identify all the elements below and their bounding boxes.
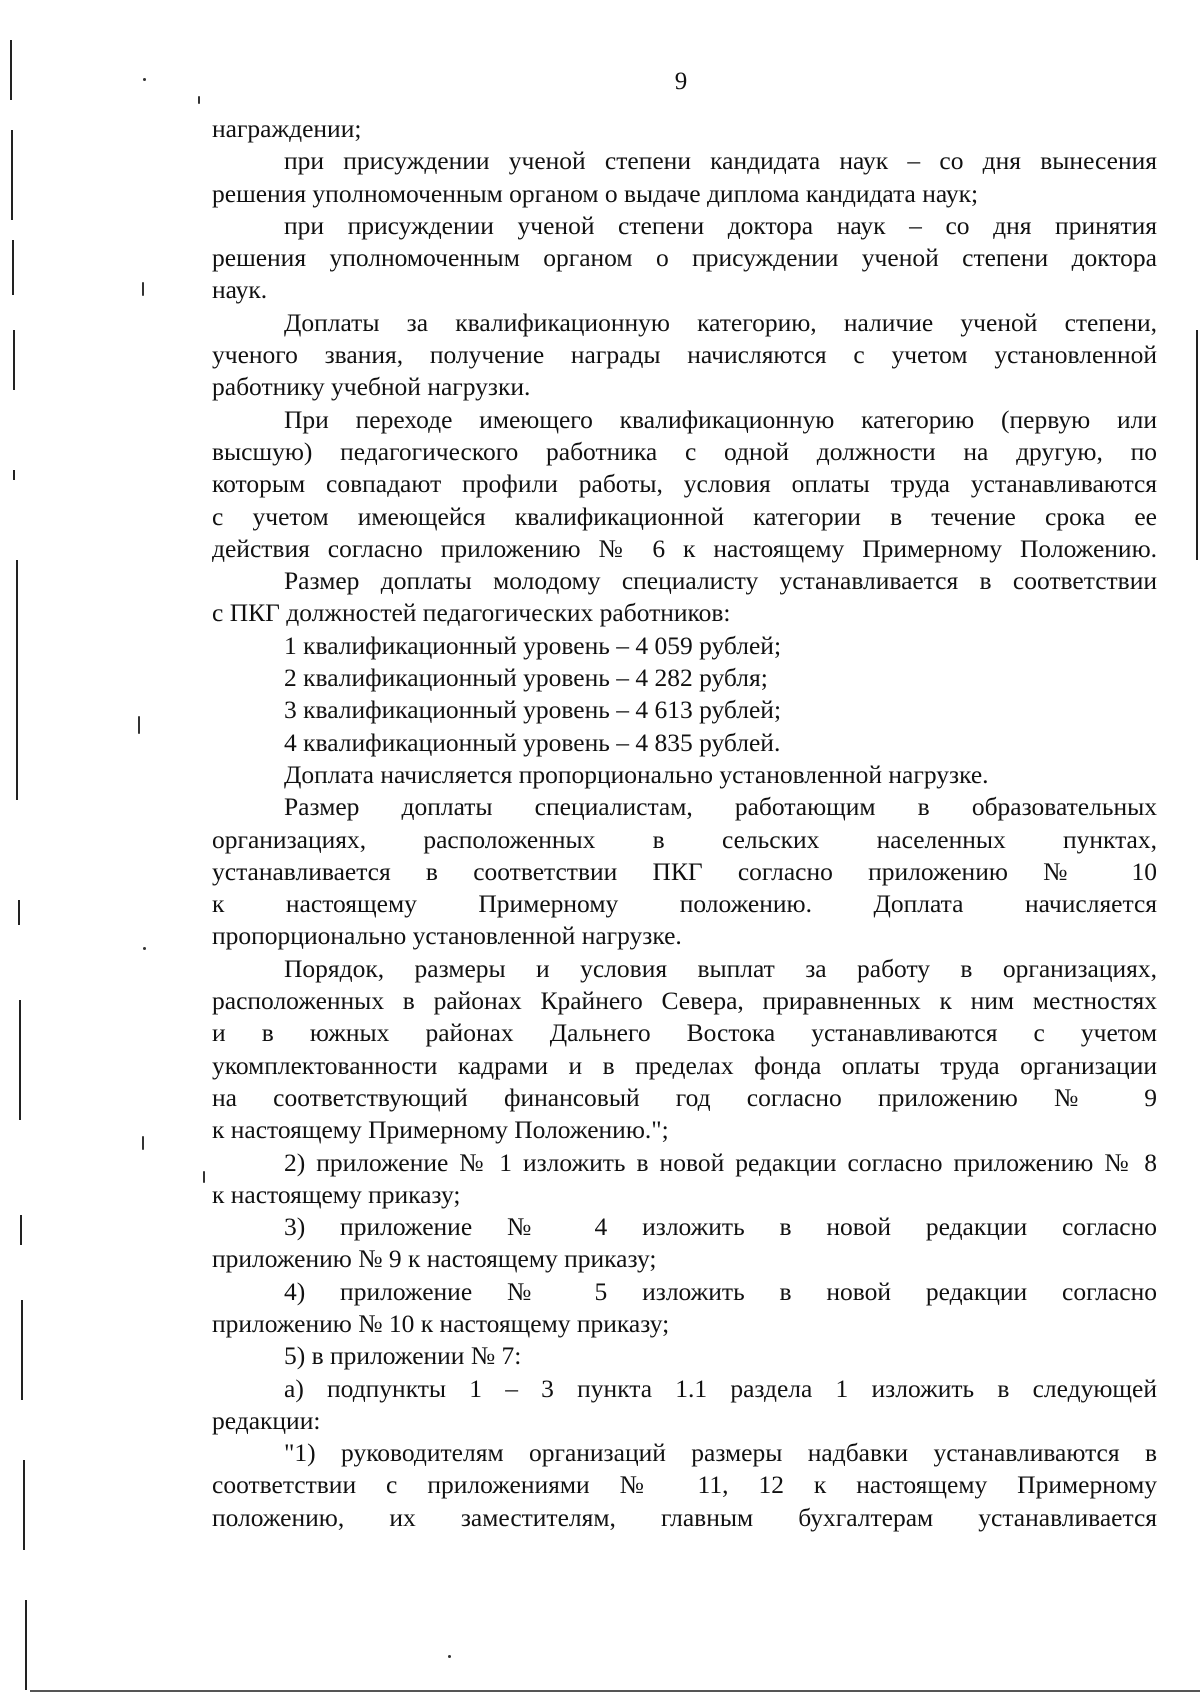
text-line: решения уполномоченным органом о присуждении ученой степени доктора <box>212 243 1157 273</box>
text-line: "1) руководителям организаций размеры надбавки устанавливаются в <box>284 1438 1157 1468</box>
text-line: с учетом имеющейся квалификационной категории в течение срока ее <box>212 501 1157 531</box>
text-line: Доплата начисляется пропорционально установленной нагрузке. <box>284 759 989 789</box>
scan-edge-mark <box>21 1300 23 1400</box>
scan-speck <box>138 716 140 734</box>
text-line: награждении; <box>212 114 362 143</box>
text-line: действия согласно приложению № 6 к настоящему Примерному Положению. <box>212 533 1157 563</box>
scan-bottom-edge <box>30 1690 1200 1692</box>
text-line: приложению № 10 к настоящему приказу; <box>212 1308 670 1338</box>
text-line: к настоящему Примерному Положению."; <box>212 1115 669 1145</box>
text-line: соответствии с приложениями № 11, 12 к настоящему Примерному <box>212 1470 1157 1500</box>
text-line: устанавливается в соответствии ПКГ согласно приложению № 10 <box>212 856 1157 886</box>
scan-edge-mark <box>13 330 15 390</box>
text-line: Размер доплаты специалистам, работающим в образовательных <box>284 792 1157 822</box>
text-line: Порядок, размеры и условия выплат за работу в организациях, <box>284 953 1157 983</box>
scan-edge-mark <box>19 1000 21 1120</box>
scan-speck <box>142 282 144 296</box>
text-line: с ПКГ должностей педагогических работников: <box>212 598 731 628</box>
text-line: 3) приложение № 4 изложить в новой редакции согласно <box>284 1212 1157 1242</box>
text-line: а) подпункты 1 – 3 пункта 1.1 раздела 1 изложить в следующей <box>284 1373 1157 1403</box>
text-line: к настоящему приказу; <box>212 1179 461 1209</box>
text-line: Размер доплаты молодому специалисту устанавливается в соответствии <box>284 566 1157 596</box>
scan-edge-mark <box>11 130 13 220</box>
text-line: наук. <box>212 275 268 305</box>
scan-speck <box>142 1136 144 1150</box>
text-line: к настоящему Примерному положению. Доплата начисляется <box>212 889 1157 919</box>
text-line: приложению № 9 к настоящему приказу; <box>212 1244 657 1274</box>
text-line: и в южных районах Дальнего Востока устанавливаются с учетом <box>212 1018 1157 1048</box>
text-line: При переходе имеющего квалификационную категорию (первую или <box>284 404 1157 434</box>
text-line: 1 квалификационный уровень – 4 059 рублей; <box>284 630 782 660</box>
text-line: работнику учебной нагрузки. <box>212 372 531 402</box>
scan-edge-mark <box>1196 330 1198 560</box>
document-body <box>212 113 1157 1534</box>
text-line: пропорционально установленной нагрузке. <box>212 921 682 951</box>
text-line: укомплектованности кадрами и в пределах фонда оплаты труда организации <box>212 1050 1157 1080</box>
text-line: организациях, расположенных в сельских населенных пунктах, <box>212 824 1157 854</box>
scan-speck <box>143 947 146 950</box>
text-line: при присуждении ученой степени доктора наук – со дня принятия <box>284 210 1157 240</box>
text-line: которым совпадают профили работы, условия оплаты труда устанавливаются <box>212 469 1157 499</box>
text-line: на соответствующий финансовый год согласно приложению № 9 <box>212 1082 1157 1112</box>
text-line: решения уполномоченным органом о выдаче диплома кандидата наук; <box>212 178 979 208</box>
scan-edge-mark <box>25 1600 27 1690</box>
scan-speck <box>448 1655 451 1658</box>
text-line: расположенных в районах Крайнего Севера, приравненных к ним местностях <box>212 986 1157 1016</box>
text-line: при присуждении ученой степени кандидата наук – со дня вынесения <box>284 146 1157 176</box>
scan-edge-mark <box>16 560 18 800</box>
scan-edge-mark <box>23 1460 25 1550</box>
text-line: 3 квалификационный уровень – 4 613 рублей; <box>284 695 782 725</box>
scan-edge-mark <box>12 240 14 295</box>
page-number: 9 <box>674 68 688 95</box>
text-line: 4) приложение № 5 изложить в новой редакции согласно <box>284 1276 1157 1306</box>
text-line: редакции: <box>212 1405 321 1435</box>
text-line: Доплаты за квалификационную категорию, наличие ученой степени, <box>284 307 1157 337</box>
text-line: 5) в приложении № 7: <box>284 1341 522 1371</box>
scan-speck <box>203 1171 205 1183</box>
scan-edge-mark <box>13 470 15 480</box>
scan-edge-mark <box>18 900 20 925</box>
scan-edge-mark <box>20 1215 22 1245</box>
text-line: 2) приложение № 1 изложить в новой редакции согласно приложению № 8 <box>284 1147 1157 1177</box>
text-line: положению, их заместителям, главным бухгалтерам устанавливается <box>212 1502 1157 1532</box>
text-line: высшую) педагогического работника с одной должности на другую, по <box>212 436 1157 466</box>
text-line: ученого звания, получение награды начисляются с учетом установленной <box>212 340 1157 370</box>
text-line: 2 квалификационный уровень – 4 282 рубля; <box>284 663 768 693</box>
text-line: 4 квалификационный уровень – 4 835 рублей. <box>284 727 781 757</box>
